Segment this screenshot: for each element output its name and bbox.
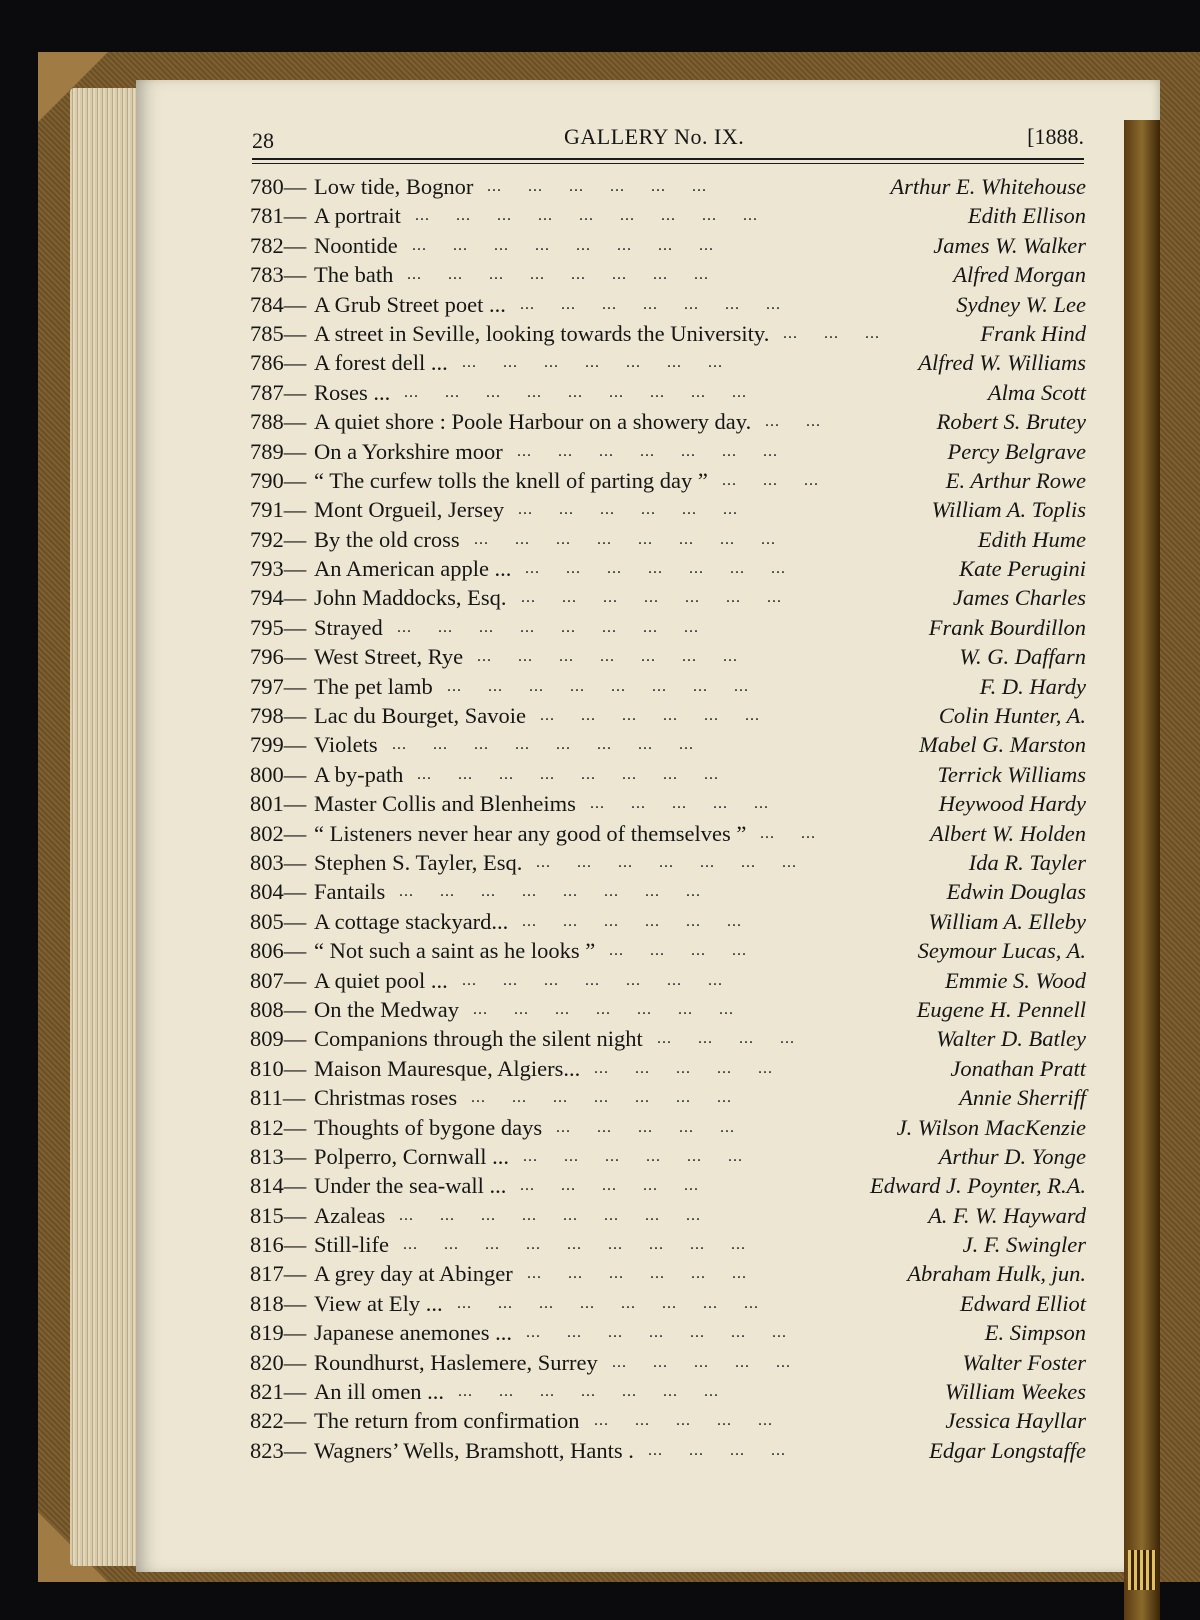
entry-title: Azaleas	[314, 1202, 386, 1228]
entry-title: Mont Orgueil, Jersey	[314, 497, 505, 523]
catalogue-entry	[250, 1230, 1086, 1259]
entry-artist: Alfred W. Williams	[918, 350, 1086, 376]
catalogue-entry	[250, 1171, 1086, 1200]
leader-dots: ... ... ... ... ...	[590, 795, 795, 813]
entry-artist: Terrick Williams	[937, 761, 1086, 787]
entry-number: 823—	[250, 1437, 307, 1463]
entry-title: A cottage stackyard...	[314, 908, 509, 934]
catalogue-entry	[250, 1348, 1086, 1377]
entry-number: 781—	[250, 203, 307, 229]
entry-title: Stephen S. Tayler, Esq.	[314, 849, 523, 875]
catalogue-entry	[250, 1142, 1086, 1171]
catalogue-entry	[250, 290, 1086, 319]
entry-number: 790—	[250, 467, 307, 493]
entry-title: The bath	[314, 262, 394, 288]
catalogue-entry-list	[250, 172, 1086, 1465]
entry-number: 803—	[250, 849, 307, 875]
catalogue-entry	[250, 642, 1086, 671]
catalogue-entry	[250, 701, 1086, 730]
header-rule-thin	[252, 163, 1084, 164]
entry-number: 816—	[250, 1232, 307, 1258]
leader-dots: ... ... ... ... ... ...	[540, 707, 786, 725]
entry-number: 788—	[250, 409, 307, 435]
leader-dots: ... ...	[760, 824, 842, 842]
page-edges	[70, 88, 138, 1566]
catalogue-entry	[250, 848, 1086, 877]
entry-number: 809—	[250, 1026, 307, 1052]
catalogue-entry	[250, 231, 1086, 260]
entry-title: View at Ely ...	[314, 1290, 443, 1316]
catalogue-entry	[250, 348, 1086, 377]
entry-artist: A. F. W. Hayward	[928, 1202, 1086, 1228]
catalogue-entry	[250, 260, 1086, 289]
entry-title: A grey day at Abinger	[314, 1261, 513, 1287]
spine-gilt-bands	[1128, 1550, 1156, 1590]
entry-artist: James W. Walker	[933, 232, 1086, 258]
catalogue-entry	[250, 1377, 1086, 1406]
entry-number: 810—	[250, 1055, 307, 1081]
entry-artist: Edgar Longstaffe	[929, 1437, 1086, 1463]
catalogue-entry	[250, 1083, 1086, 1112]
leader-dots: ... ... ...	[783, 324, 906, 342]
entry-title: On the Medway	[314, 996, 459, 1022]
running-header	[252, 124, 1084, 156]
leader-dots: ... ... ... ... ... ... ... ...	[412, 236, 740, 254]
entry-number: 819—	[250, 1320, 307, 1346]
leader-dots: ... ... ... ... ... ... ...	[521, 589, 808, 607]
catalogue-entry	[250, 907, 1086, 936]
leader-dots: ... ... ... ... ... ... ... ... ...	[415, 207, 784, 225]
leader-dots: ... ... ... ... ...	[594, 1412, 799, 1430]
entry-number: 806—	[250, 938, 307, 964]
entry-title: A by-path	[314, 761, 404, 787]
leader-dots: ... ... ... ... ... ... ...	[517, 442, 804, 460]
entry-title: Roundhurst, Haslemere, Surrey	[314, 1349, 598, 1375]
entry-artist: Percy Belgrave	[947, 438, 1086, 464]
entry-title: Fantails	[314, 879, 386, 905]
catalogue-entry	[250, 613, 1086, 642]
leader-dots: ... ... ... ... ... ...	[523, 1147, 769, 1165]
entry-number: 796—	[250, 644, 307, 670]
entry-title: By the old cross	[314, 526, 460, 552]
entry-artist: Sydney W. Lee	[956, 291, 1086, 317]
leader-dots: ... ... ... ... ... ... ... ...	[457, 1294, 785, 1312]
leader-dots: ... ... ... ... ... ... ...	[525, 560, 812, 578]
entry-title: A Grub Street poet ...	[314, 291, 506, 317]
leader-dots: ... ... ... ... ... ...	[527, 1265, 773, 1283]
entry-title: Roses ...	[314, 379, 391, 405]
entry-number: 795—	[250, 614, 307, 640]
leader-dots: ... ... ...	[722, 471, 845, 489]
entry-number: 797—	[250, 673, 307, 699]
leader-dots: ... ... ... ...	[609, 942, 773, 960]
catalogue-entry	[250, 966, 1086, 995]
catalogue-entry	[250, 1113, 1086, 1142]
entry-number: 791—	[250, 497, 307, 523]
entry-number: 784—	[250, 291, 307, 317]
catalogue-entry	[250, 437, 1086, 466]
catalogue-entry	[250, 1259, 1086, 1288]
entry-artist: Albert W. Holden	[929, 820, 1086, 846]
entry-artist: J. F. Swingler	[962, 1232, 1086, 1258]
entry-number: 807—	[250, 967, 307, 993]
catalogue-entry	[250, 1201, 1086, 1230]
entry-number: 811—	[250, 1085, 306, 1111]
entry-title: Master Collis and Blenheims	[314, 791, 576, 817]
entry-artist: Ida R. Tayler	[968, 849, 1086, 875]
leader-dots: ... ... ... ...	[648, 1441, 812, 1459]
entry-title: Still-life	[314, 1232, 389, 1258]
catalogue-entry	[250, 378, 1086, 407]
entry-artist: James Charles	[952, 585, 1086, 611]
entry-artist: Mabel G. Marston	[919, 732, 1086, 758]
entry-title: Under the sea-wall ...	[314, 1173, 507, 1199]
leader-dots: ... ... ... ... ... ... ...	[473, 1000, 760, 1018]
leader-dots: ... ... ... ...	[657, 1030, 821, 1048]
catalogue-entry	[250, 554, 1086, 583]
leader-dots: ... ... ... ... ... ... ...	[477, 648, 764, 666]
entry-artist: E. Simpson	[984, 1320, 1086, 1346]
entry-title: Polperro, Cornwall ...	[314, 1143, 509, 1169]
catalogue-entry	[250, 995, 1086, 1024]
entry-artist: Eugene H. Pennell	[916, 996, 1086, 1022]
entry-artist: W. G. Daffarn	[959, 644, 1086, 670]
catalogue-page	[136, 80, 1160, 1572]
entry-number: 782—	[250, 232, 307, 258]
entry-artist: Edith Ellison	[967, 203, 1086, 229]
entry-title: Christmas roses	[314, 1085, 458, 1111]
entry-title: The return from confirmation	[314, 1408, 580, 1434]
entry-number: 787—	[250, 379, 307, 405]
entry-number: 799—	[250, 732, 307, 758]
leader-dots: ... ...	[765, 413, 847, 431]
entry-number: 801—	[250, 791, 307, 817]
catalogue-entry	[250, 819, 1086, 848]
entry-artist: J. Wilson MacKenzie	[896, 1114, 1086, 1140]
entry-number: 821—	[250, 1379, 307, 1405]
entry-number: 800—	[250, 761, 307, 787]
entry-title: An ill omen ...	[314, 1379, 444, 1405]
leader-dots: ... ... ... ... ... ...	[487, 178, 733, 195]
entry-number: 793—	[250, 556, 307, 582]
entry-title: Wagners’ Wells, Bramshott, Hants .	[314, 1437, 634, 1463]
leader-dots: ... ... ... ... ... ... ... ...	[399, 1206, 727, 1224]
entry-artist: E. Arthur Rowe	[945, 467, 1086, 493]
entry-title: A quiet shore : Poole Harbour on a showery day.	[314, 409, 752, 435]
leader-dots: ... ... ... ... ... ... ... ...	[474, 530, 802, 548]
catalogue-entry	[250, 407, 1086, 436]
catalogue-entry	[250, 789, 1086, 818]
entry-title: A quiet pool ...	[314, 967, 448, 993]
entry-number: 815—	[250, 1202, 307, 1228]
entry-title: Strayed	[314, 614, 383, 640]
leader-dots: ... ... ... ... ...	[556, 1118, 761, 1136]
entry-title: A forest dell ...	[314, 350, 448, 376]
entry-artist: F. D. Hardy	[979, 673, 1086, 699]
entry-number: 794—	[250, 585, 307, 611]
entry-artist: Colin Hunter, A.	[938, 703, 1086, 729]
catalogue-entry	[250, 760, 1086, 789]
entry-title: John Maddocks, Esq.	[314, 585, 507, 611]
leader-dots: ... ... ... ... ...	[612, 1353, 817, 1371]
entry-artist: Jessica Hayllar	[945, 1408, 1086, 1434]
book-spine	[1124, 120, 1160, 1620]
leader-dots: ... ... ... ... ... ... ...	[536, 853, 823, 871]
leader-dots: ... ... ... ... ... ... ...	[520, 295, 807, 313]
entry-number: 817—	[250, 1261, 307, 1287]
catalogue-entry	[250, 172, 1086, 201]
catalogue-entry	[250, 730, 1086, 759]
entry-number: 798—	[250, 703, 307, 729]
year-label: [1888.	[1027, 124, 1084, 149]
entry-title: An American apple ...	[314, 556, 512, 582]
entry-title: West Street, Rye	[314, 644, 464, 670]
catalogue-entry	[250, 1054, 1086, 1083]
entry-title: Japanese anemones ...	[314, 1320, 513, 1346]
entry-number: 805—	[250, 908, 307, 934]
gallery-title: GALLERY No. IX.	[564, 124, 745, 149]
catalogue-entry	[250, 201, 1086, 230]
entry-artist: Seymour Lucas, A.	[917, 938, 1086, 964]
catalogue-entry	[250, 495, 1086, 524]
leader-dots: ... ... ... ... ... ... ... ... ...	[403, 1236, 772, 1254]
entry-number: 785—	[250, 320, 307, 346]
catalogue-entry	[250, 936, 1086, 965]
entry-title: A portrait	[314, 203, 401, 229]
header-rule	[252, 158, 1084, 160]
entry-artist: Alfred Morgan	[953, 262, 1086, 288]
entry-artist: Jonathan Pratt	[950, 1055, 1086, 1081]
entry-number: 812—	[250, 1114, 307, 1140]
entry-number: 783—	[250, 262, 307, 288]
entry-title: “ The curfew tolls the knell of parting day ”	[314, 467, 708, 493]
leader-dots: ... ... ... ... ... ... ... ...	[407, 266, 735, 284]
entry-artist: Arthur D. Yonge	[938, 1143, 1086, 1169]
leader-dots: ... ... ... ... ...	[594, 1059, 799, 1077]
entry-artist: William A. Toplis	[931, 497, 1086, 523]
entry-number: 822—	[250, 1408, 307, 1434]
entry-number: 786—	[250, 350, 307, 376]
catalogue-entry	[250, 525, 1086, 554]
leader-dots: ... ... ... ... ... ... ...	[458, 1383, 745, 1401]
entry-number: 820—	[250, 1349, 307, 1375]
entry-title: Companions through the silent night	[314, 1026, 643, 1052]
entry-artist: Arthur E. Whitehouse	[890, 174, 1086, 199]
entry-artist: Edward Elliot	[959, 1290, 1086, 1316]
entry-title: Thoughts of bygone days	[314, 1114, 543, 1140]
entry-artist: Robert S. Brutey	[936, 409, 1086, 435]
entry-title: “ Listeners never hear any good of themselves ”	[314, 820, 747, 846]
leader-dots: ... ... ... ... ... ... ... ...	[447, 677, 775, 695]
entry-artist: William A. Elleby	[928, 908, 1086, 934]
catalogue-entry	[250, 319, 1086, 348]
entry-artist: Edith Hume	[977, 526, 1086, 552]
entry-number: 804—	[250, 879, 307, 905]
entry-title: Noontide	[314, 232, 398, 258]
page-number: 28	[252, 128, 274, 153]
leader-dots: ... ... ... ... ... ... ...	[462, 971, 749, 989]
entry-artist: Alma Scott	[987, 379, 1086, 405]
leader-dots: ... ... ... ... ... ... ... ...	[399, 883, 727, 901]
entry-title: On a Yorkshire moor	[314, 438, 503, 464]
entry-number: 818—	[250, 1290, 307, 1316]
entry-artist: Emmie S. Wood	[944, 967, 1086, 993]
entry-title: Maison Mauresque, Algiers...	[314, 1055, 581, 1081]
entry-artist: Abraham Hulk, jun.	[907, 1261, 1086, 1287]
leader-dots: ... ... ... ... ... ... ... ...	[392, 736, 720, 754]
catalogue-entry	[250, 1289, 1086, 1318]
entry-number: 814—	[250, 1173, 307, 1199]
catalogue-entry	[250, 1024, 1086, 1053]
entry-number: 802—	[250, 820, 307, 846]
entry-number: 813—	[250, 1143, 307, 1169]
leader-dots: ... ... ... ... ... ... ... ...	[397, 618, 725, 636]
entry-number: 780—	[250, 174, 307, 199]
entry-title: A street in Seville, looking towards the University.	[314, 320, 770, 346]
entry-artist: Walter D. Batley	[936, 1026, 1086, 1052]
leader-dots: ... ... ... ... ... ...	[522, 912, 768, 930]
leader-dots: ... ... ... ... ...	[520, 1177, 725, 1195]
catalogue-entry	[250, 877, 1086, 906]
catalogue-entry	[250, 583, 1086, 612]
entry-artist: Heywood Hardy	[938, 791, 1086, 817]
catalogue-entry	[250, 1436, 1086, 1465]
entry-artist: Edward J. Poynter, R.A.	[869, 1173, 1086, 1199]
entry-number: 808—	[250, 996, 307, 1022]
entry-title: Lac du Bourget, Savoie	[314, 703, 527, 729]
catalogue-entry	[250, 1318, 1086, 1347]
catalogue-entry	[250, 466, 1086, 495]
leader-dots: ... ... ... ... ... ... ...	[462, 354, 749, 372]
entry-number: 789—	[250, 438, 307, 464]
catalogue-entry	[250, 1406, 1086, 1435]
entry-artist: Walter Foster	[962, 1349, 1086, 1375]
entry-artist: William Weekes	[944, 1379, 1086, 1405]
entry-title: Violets	[314, 732, 378, 758]
leader-dots: ... ... ... ... ... ... ... ... ...	[404, 383, 773, 401]
entry-artist: Frank Bourdillon	[928, 614, 1086, 640]
leader-dots: ... ... ... ... ... ... ...	[471, 1089, 758, 1107]
leader-dots: ... ... ... ... ... ...	[518, 501, 764, 519]
entry-artist: Frank Hind	[980, 320, 1086, 346]
entry-artist: Edwin Douglas	[946, 879, 1086, 905]
catalogue-entry	[250, 672, 1086, 701]
entry-artist: Kate Perugini	[959, 556, 1086, 582]
entry-title: The pet lamb	[314, 673, 433, 699]
leader-dots: ... ... ... ... ... ... ...	[526, 1324, 813, 1342]
entry-artist: Annie Sherriff	[959, 1085, 1086, 1111]
entry-number: 792—	[250, 526, 307, 552]
entry-title: Low tide, Bognor	[314, 174, 474, 199]
leader-dots: ... ... ... ... ... ... ... ...	[417, 765, 745, 783]
entry-title: “ Not such a saint as he looks ”	[314, 938, 596, 964]
